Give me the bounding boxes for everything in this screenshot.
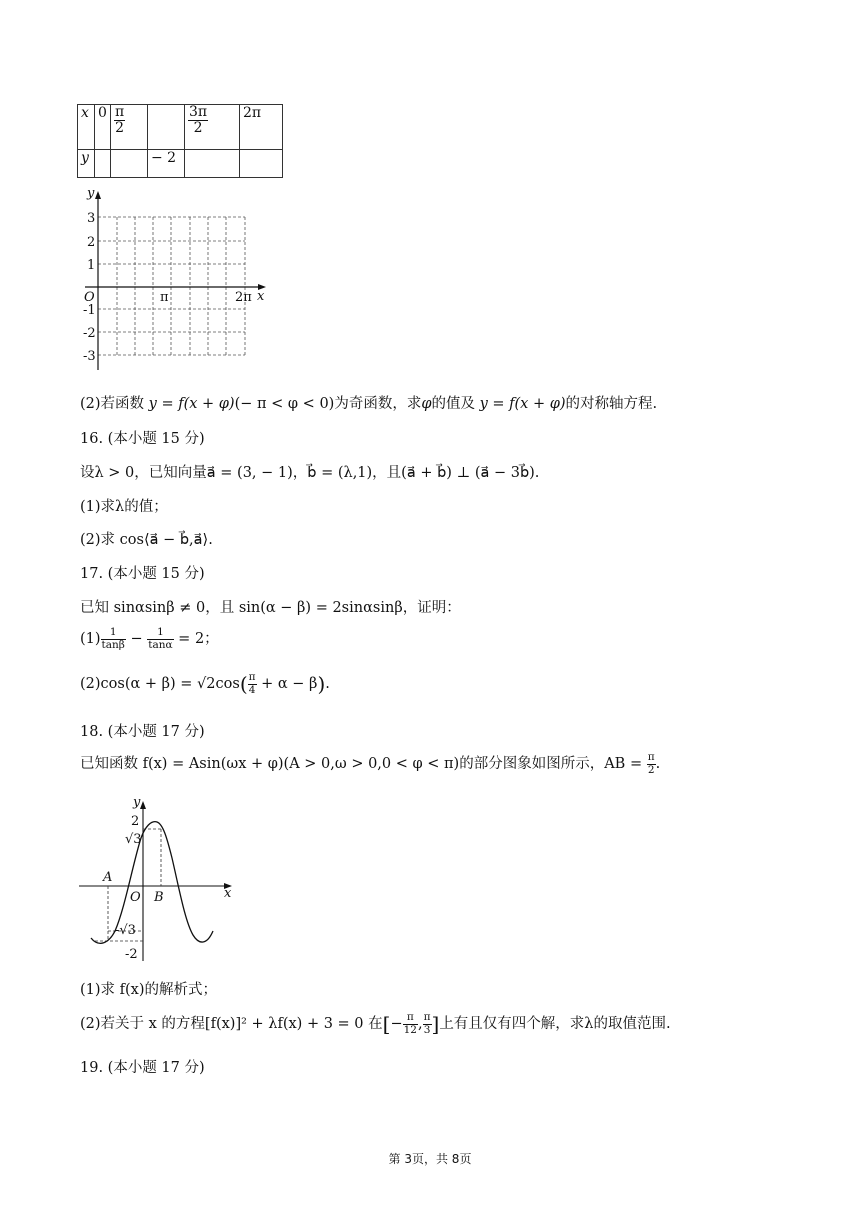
origin-label: O [84, 290, 95, 305]
tick-label: -√3 [115, 923, 136, 938]
y-axis-arrow [95, 191, 101, 199]
y-tick: 1 [87, 258, 96, 273]
table-cell: x [78, 105, 95, 150]
table-cell: $\frac{\pi}{2}$ [111, 105, 148, 150]
y-axis-arrow [140, 801, 146, 809]
y-tick: -3 [83, 349, 96, 364]
y-axis-label: y [87, 186, 95, 201]
q19-header: 19. (本小题 17 分) [80, 1060, 205, 1076]
y-tick: 3 [87, 211, 96, 226]
table-cell: 2π [240, 105, 283, 150]
q17-header: 17. (本小题 15 分) [80, 566, 205, 582]
point-a-label: A [103, 870, 113, 885]
table-cell [111, 150, 148, 178]
y-tick: -2 [83, 326, 96, 341]
x-tick: 2π [235, 290, 252, 305]
table-cell [185, 150, 240, 178]
q17-stem: 已知 sinαsinβ ≠ 0，且 sin(α − β) = 2sinαsinβ，证明： [80, 600, 461, 616]
q17-part1: (1) $\frac{1}{\tan\beta}$ − $\frac{1}{\tan\alpha}$ = 2； [80, 626, 219, 651]
page-footer: 第 3页，共 8页 [388, 1152, 472, 1166]
q18-part1: (1)求 f(x)的解析式； [80, 982, 218, 998]
x-axis-label: x [224, 886, 232, 901]
table-cell: − 2 [148, 150, 185, 178]
q16-part1: (1)求λ的值； [80, 499, 168, 515]
q18-stem: 已知函数 f(x) = Asin(ωx + φ)(A > 0,ω > 0,0 < φ < π)的部分图象如图所示，AB = $\frac{\pi}{2}$ . [80, 751, 661, 776]
y-axis-label: y [133, 795, 141, 810]
sine-figure [75, 793, 245, 965]
q16-part2: (2)求 cos⟨a⃗ − b⃗,a⃗⟩. [80, 532, 213, 548]
q18-header: 18. (本小题 17 分) [80, 724, 205, 740]
q16-header: 16. (本小题 15 分) [80, 431, 205, 447]
y-tick: 2 [87, 235, 96, 250]
table-cell: 0 [95, 105, 111, 150]
table-cell [148, 105, 185, 150]
q18-part2: (2)若关于 x 的方程[f(x)]² + λf(x) + 3 = 0 在[− $\frac{\pi}{12}$ , $\frac{\pi}{3}$ ]上有且仅有四个解，求λ的取值范围. [80, 1011, 671, 1036]
grid-figure [75, 185, 275, 375]
value-table [77, 104, 283, 178]
tick-label: -2 [125, 947, 138, 962]
q16-stem: 设λ > 0，已知向量a⃗ = (3, − 1)，b⃗ = (λ,1)，且(a⃗ + b⃗) ⊥ (a⃗ − 3b⃗). [80, 465, 540, 481]
point-b-label: B [154, 890, 164, 905]
q17-part2: (2)cos(α + β) = √2cos( $\frac{\pi}{4}$ + α − β). [80, 671, 330, 696]
table-cell [95, 150, 111, 178]
q15-part2: (2)若函数 y = f(x + φ)(− π < φ < 0)为奇函数，求φ的值及 y = f(x + φ)的对称轴方程. [80, 396, 658, 412]
y-tick: -1 [83, 303, 96, 318]
origin-label: O [130, 890, 141, 905]
table-cell [240, 150, 283, 178]
table-cell: $\frac{3\pi}{2}$ [185, 105, 240, 150]
table-cell: y [78, 150, 95, 178]
tick-label: 2 [131, 814, 140, 829]
x-axis-label: x [257, 289, 265, 304]
x-tick: π [160, 290, 169, 305]
tick-label: √3 [125, 832, 142, 847]
